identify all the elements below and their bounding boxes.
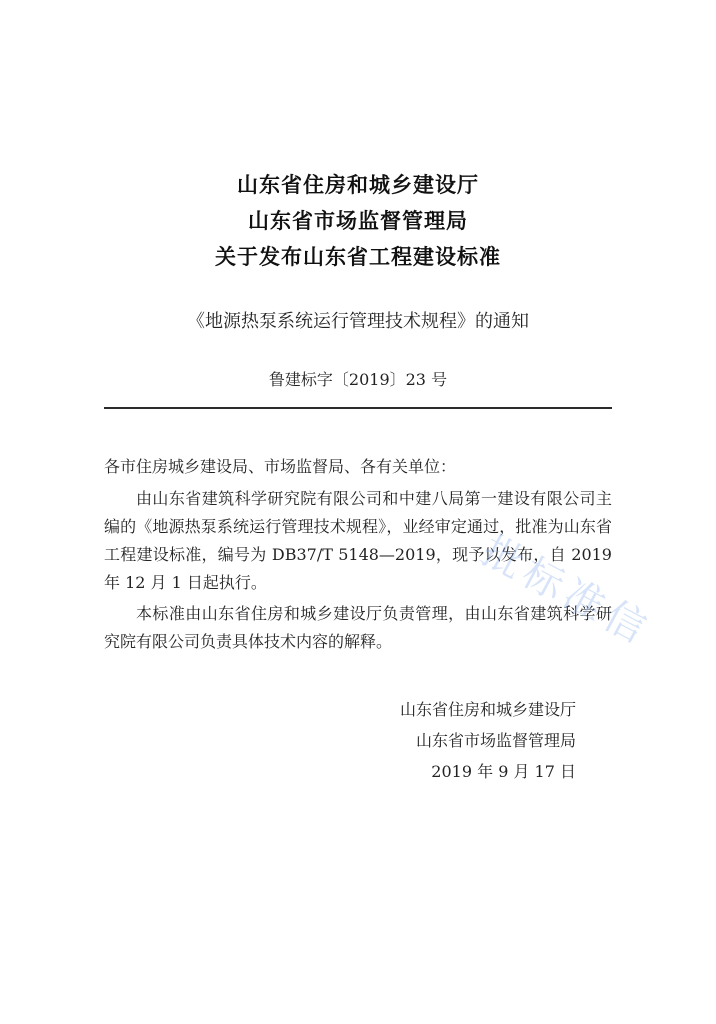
salutation: 各市住房城乡建设局、市场监督局、各有关单位： (104, 457, 457, 476)
signature-org-1: 山东省住房和城乡建设厅 (399, 700, 576, 719)
body-paragraph-2: 本标准由山东省住房和城乡建设厅负责管理，由山东省建筑科学研究院有限公司负责具体技术内容的解释。 (104, 604, 612, 651)
watermark: 批标准信 (474, 527, 659, 655)
signature-date: 2019 年 9 月 17 日 (431, 762, 576, 781)
body-paragraph-1: 由山东省建筑科学研究院有限公司和中建八局第一建设有限公司主编的《地源热泵系统运行管理技术规程》，业经审定通过，批准为山东省工程建设标准，编号为 DB37/T 5148—2019，现予以发布，自 2019 年 12 月 1 日起执行。 (104, 489, 612, 592)
notice-subtitle: 《地源热泵系统运行管理技术规程》的通知 (187, 311, 529, 332)
title-line-3: 关于发布山东省工程建设标准 (215, 245, 501, 269)
signature-org-2: 山东省市场监督管理局 (415, 731, 576, 750)
document-number: 鲁建标字〔2019〕23 号 (268, 370, 448, 389)
header-divider (104, 407, 612, 409)
title-line-1: 山东省住房和城乡建设厅 (237, 173, 479, 197)
title-line-2: 山东省市场监督管理局 (248, 209, 468, 233)
